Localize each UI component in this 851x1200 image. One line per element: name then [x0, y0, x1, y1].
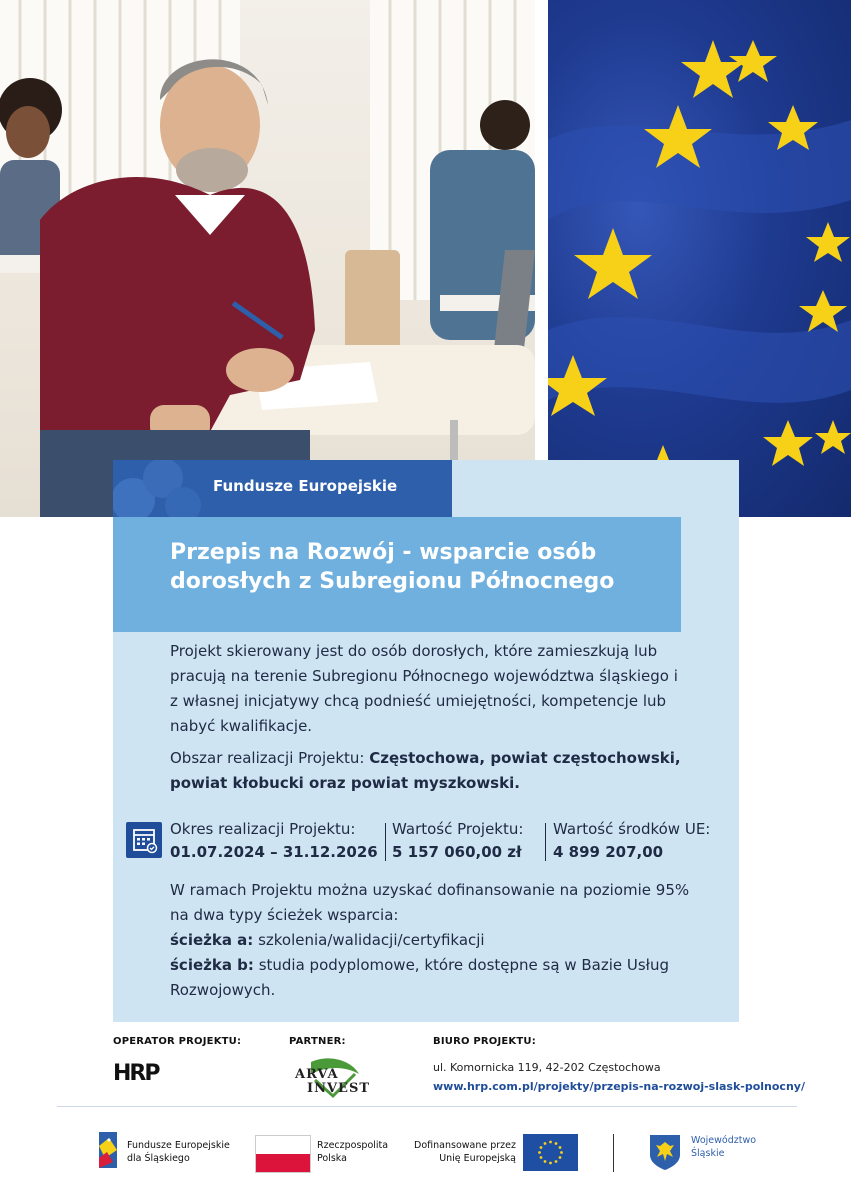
rp-line2: Polska: [317, 1153, 347, 1164]
slaskie-caption: [691, 1134, 756, 1160]
fe-logo-icon: [95, 1128, 121, 1172]
arva-text: ARVA: [295, 1067, 339, 1082]
calendar-icon: [126, 822, 162, 858]
eu-funds-label: Fundusze Europejskie: [213, 477, 398, 495]
footer-divider: [57, 1106, 797, 1107]
project-value-label: Wartość Projektu:: [392, 820, 524, 838]
fe-logo-caption: [127, 1139, 230, 1165]
arva-invest-logo: [289, 1056, 375, 1100]
fe-line1: Fundusze Europejskie: [127, 1140, 230, 1151]
eu-flag-illustration: [548, 0, 851, 517]
classroom-illustration: [0, 0, 535, 517]
project-title: Przepis na Rozwój - wsparcie osób dorosłych z Subregionu Północnego: [170, 540, 615, 594]
slaskie-line1: Województwo: [691, 1135, 757, 1146]
area-label: Obszar realizacji Projektu:: [170, 749, 370, 767]
project-value: 5 157 060,00 zł: [392, 843, 522, 861]
rp-logo-caption: [317, 1139, 388, 1165]
invest-text: INVEST: [307, 1081, 371, 1096]
slaskie-crest-icon: [648, 1133, 682, 1171]
divider: [385, 823, 386, 861]
project-url-link[interactable]: www.hrp.com.pl/projekty/przepis-na-rozwoj-slask-polnocny/: [433, 1080, 805, 1093]
project-area: [170, 746, 690, 796]
logo-divider: [613, 1134, 614, 1172]
fe-pattern-decoration: [113, 460, 203, 517]
eu-value: 4 899 207,00: [553, 843, 664, 861]
path-a: [170, 928, 710, 953]
period-value: 01.07.2024 – 31.12.2026: [170, 843, 378, 861]
path-b-label: ścieżka b:: [170, 956, 254, 974]
rp-line1: Rzeczpospolita: [317, 1140, 389, 1151]
eu-value-label: Wartość środków UE:: [553, 820, 711, 838]
funding-intro: W ramach Projektu można uzyskać dofinansowanie na poziomie 95% na dwa typy ścieżek wsparcia:: [170, 881, 690, 924]
eu-stars: [548, 40, 851, 484]
eu-flag-photo: [548, 0, 851, 517]
eu-line1: Dofinansowane przez: [414, 1140, 516, 1151]
polish-flag-icon: [255, 1135, 311, 1173]
partner-heading: PARTNER:: [289, 1036, 346, 1047]
eu-logo-caption: [411, 1139, 516, 1165]
slaskie-line2: Śląskie: [691, 1148, 725, 1159]
operator-heading: OPERATOR PROJEKTU:: [113, 1036, 242, 1047]
path-b: [170, 953, 710, 1003]
divider: [545, 823, 546, 861]
path-a-text: szkolenia/walidacji/certyfikacji: [253, 931, 485, 949]
area-value: Częstochowa, powiat częstochowski, powiat kłobucki oraz powiat myszkowski.: [170, 749, 681, 792]
hrp-logo: [113, 1062, 158, 1086]
hrp-logo-text: HRP: [113, 1061, 159, 1086]
path-a-label: ścieżka a:: [170, 931, 254, 949]
eu-line2: Unię Europejską: [439, 1153, 516, 1164]
office-address: ul. Komornicka 119, 42-202 Częstochowa: [433, 1061, 661, 1074]
project-description: Projekt skierowany jest do osób dorosłych, które zamieszkują lub pracują na terenie Subregionu Północnego województwa śląskiego i z własnej inicjatywy chcą podnieść umiejętności, kompetencje lub nabyć kwalifikacje.: [170, 642, 678, 735]
path-b-text: studia podyplomowe, które dostępne są w Bazie Usług Rozwojowych.: [170, 956, 669, 999]
funding-description: [170, 878, 710, 1003]
eu-flag-icon: [523, 1134, 578, 1171]
office-heading: BIURO PROJEKTU:: [433, 1036, 536, 1047]
hero-photo-classroom: [0, 0, 535, 517]
fe-line2: dla Śląskiego: [127, 1153, 190, 1164]
period-label: Okres realizacji Projektu:: [170, 820, 356, 838]
